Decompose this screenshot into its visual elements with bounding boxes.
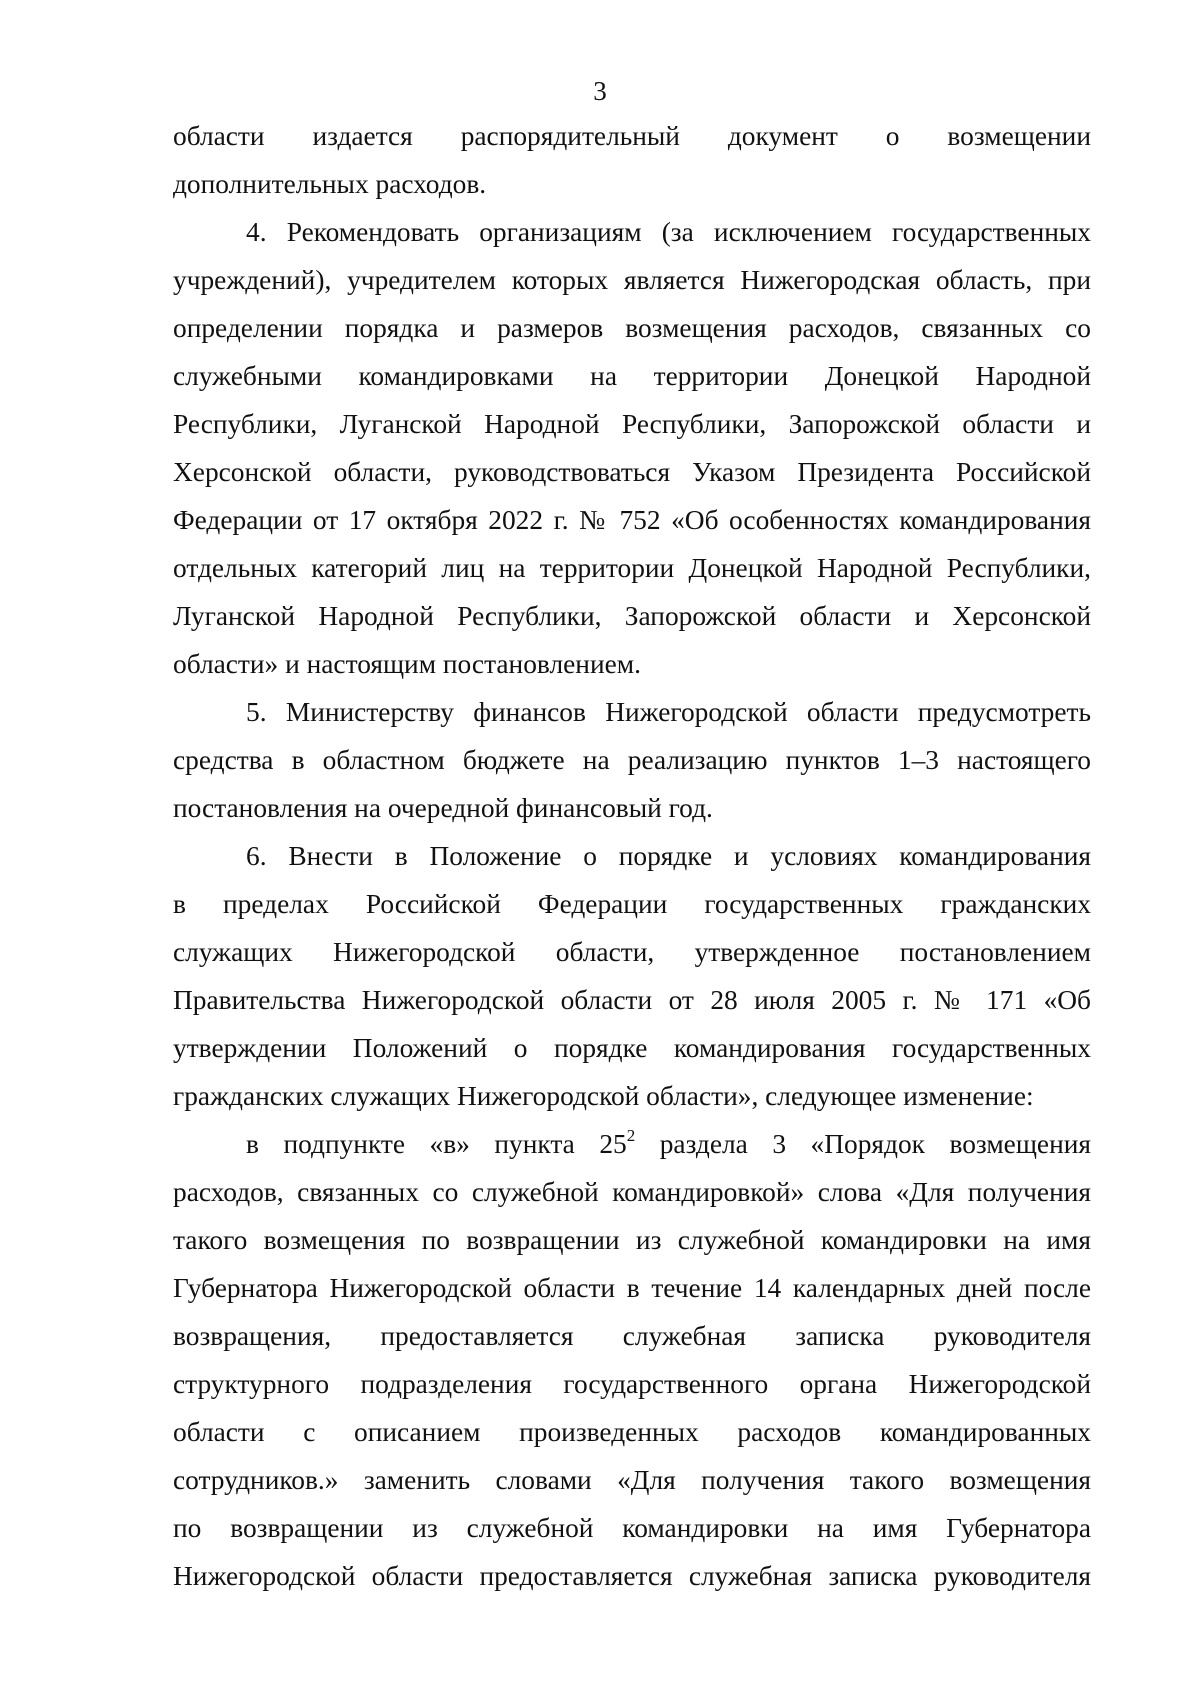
text-line: 4. Рекомендовать организациям (за исключением государственных [246,217,1091,247]
text-line: служебными командировками на территории Донецкой Народной [173,361,1091,391]
text-line: в пределах Российской Федерации государственных гражданских [173,889,1091,919]
paragraph-item-6 [173,832,1091,1120]
text-line: такого возмещения по возвращении из служебной командировки на имя [173,1225,1091,1255]
paragraph-item-5 [173,688,1091,832]
text-line: гражданских служащих Нижегородской области», следующее изменение: [173,1081,1034,1111]
text-line: 5. Министерству финансов Нижегородской области предусмотреть [246,697,1091,727]
paragraph-item-4 [173,208,1091,688]
text-line: структурного подразделения государственного органа Нижегородской [173,1369,1091,1399]
text-line: постановления на очередной финансовый год. [173,793,713,823]
text-line: Херсонской области, руководствоваться Указом Президента Российской [173,457,1091,487]
text-line: Нижегородской области предоставляется служебная записка руководителя [173,1561,1091,1591]
text-line: области с описанием произведенных расходов командированных [173,1417,1091,1447]
text-line: дополнительных расходов. [173,169,487,199]
text-line: Губернатора Нижегородской области в течение 14 календарных дней после [173,1273,1091,1303]
text-line: области» и настоящим постановлением. [173,649,641,679]
text-line: средства в областном бюджете на реализацию пунктов 1–3 настоящего [173,745,1091,775]
text-line: учреждений), учредителем которых является Нижегородская область, при [173,265,1091,295]
text-line-with-superscript [173,1120,1091,1168]
paragraph-continuation [173,112,1091,208]
text-line: по возвращении из служебной командировки на имя Губернатора [173,1513,1091,1543]
text-line: Республики, Луганской Народной Республики, Запорожской области и [173,409,1091,439]
text-line: служащих Нижегородской области, утвержденное постановлением [173,937,1091,967]
text-fragment: раздела 3 «Порядок возмещения [635,1129,1091,1159]
text-line: области издается распорядительный документ о возмещении [173,121,1091,151]
paragraph-amendment [173,1120,1091,1600]
text-line: сотрудников.» заменить словами «Для получения такого возмещения [173,1465,1091,1495]
text-line: утверждении Положений о порядке командирования государственных [173,1033,1091,1063]
text-line: Федерации от 17 октября 2022 г. № 752 «Об особенностях командирования [173,505,1091,535]
text-line: Правительства Нижегородской области от 28 июля 2005 г. № 171 «Об [173,985,1091,1015]
document-body [173,112,1091,1600]
text-line: определении порядка и размеров возмещения расходов, связанных со [173,313,1091,343]
superscript: 2 [626,1125,636,1145]
page-number: 3 [593,76,607,106]
text-line: возвращения, предоставляется служебная записка руководителя [173,1321,1091,1351]
text-fragment: в подпункте «в» пункта 25 [246,1129,627,1159]
text-line: 6. Внести в Положение о порядке и условиях командирования [246,841,1091,871]
text-line: отдельных категорий лиц на территории Донецкой Народной Республики, [173,553,1091,583]
text-line: расходов, связанных со служебной командировкой» слова «Для получения [173,1177,1091,1207]
text-line: Луганской Народной Республики, Запорожской области и Херсонской [173,601,1091,631]
